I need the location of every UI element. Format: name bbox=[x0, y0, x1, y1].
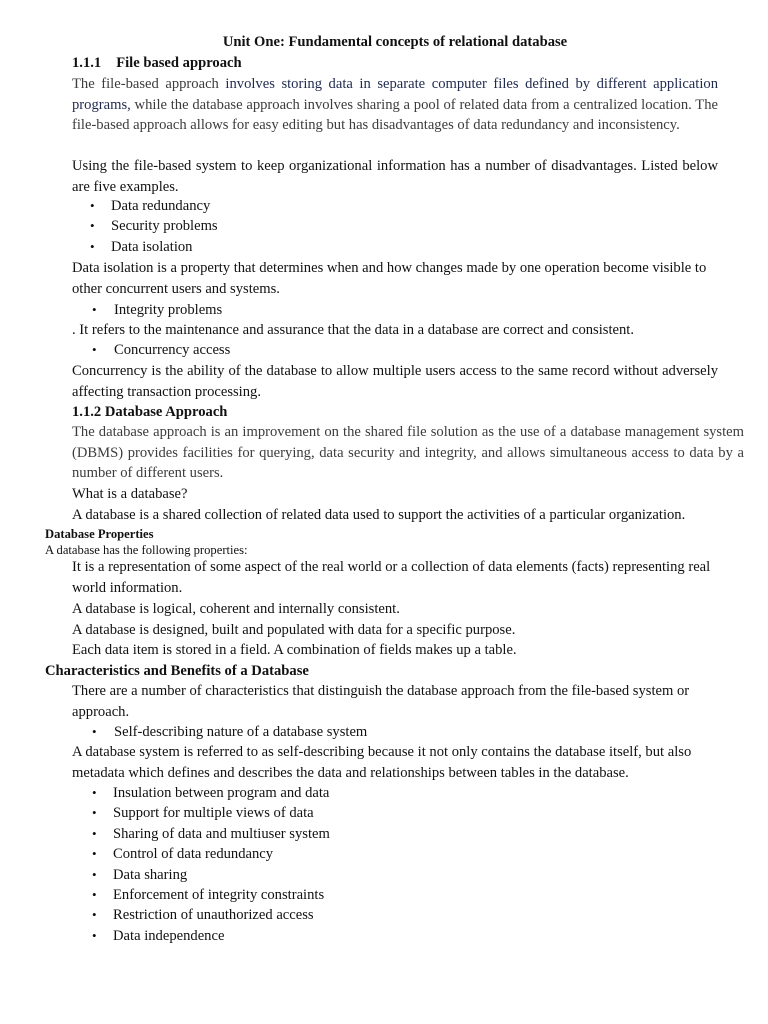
properties-intro: A database has the following properties: bbox=[45, 543, 248, 557]
list-item: • Data redundancy bbox=[90, 196, 690, 216]
heading-characteristics: Characteristics and Benefits of a Database bbox=[45, 663, 309, 679]
paragraph-file-based bbox=[72, 74, 718, 136]
paragraph-concurrency: Concurrency is the ability of the database to allow multiple users access to the same record without adversely affecting transaction processing. bbox=[72, 363, 718, 400]
list-item: • Control of data redundancy bbox=[92, 844, 692, 864]
section-number: 1.1.1 bbox=[72, 55, 102, 71]
heading-database-properties: Database Properties bbox=[45, 527, 154, 541]
paragraph-definition: A database is a shared collection of related data used to support the activities of a particular organization. bbox=[72, 507, 686, 523]
section-heading-1-1-2: 1.1.2 Database Approach bbox=[72, 404, 228, 420]
doc-title: Unit One: Fundamental concepts of relational database bbox=[222, 34, 568, 50]
list-item: • Concurrency access bbox=[92, 340, 230, 361]
bullet-icon: • bbox=[90, 218, 95, 234]
bullet-icon: • bbox=[92, 342, 97, 357]
list-item: • Enforcement of integrity constraints bbox=[92, 885, 692, 905]
paragraph-characteristics: There are a number of characteristics that distinguish the database approach from the file-based system or approach. bbox=[72, 683, 690, 720]
list-item: • Data isolation bbox=[90, 237, 690, 257]
text-run: The file-based approach bbox=[72, 76, 226, 92]
list-item: • Insulation between program and data bbox=[92, 783, 692, 803]
characteristics-list bbox=[92, 783, 692, 946]
bullet-icon: • bbox=[92, 907, 97, 923]
list-item: • Integrity problems bbox=[92, 300, 222, 321]
section-title: File based approach bbox=[116, 55, 242, 71]
text-run: while the database approach involves sharing a pool of related data from a centralized location. The file-based approach allows for easy editing but has disadvantages of data redundancy and inconsistency. bbox=[72, 96, 718, 134]
paragraph-integrity: . It refers to the maintenance and assurance that the data in a database are correct and consistent. bbox=[72, 322, 635, 338]
bullet-icon: • bbox=[92, 866, 97, 882]
question-what-is-database: What is a database? bbox=[72, 486, 188, 502]
list-item: • Data independence bbox=[92, 926, 692, 946]
bullet-icon: • bbox=[92, 927, 97, 943]
bullet-icon: • bbox=[92, 886, 97, 902]
bullet-icon: • bbox=[92, 785, 97, 800]
list-item: • Data sharing bbox=[92, 865, 692, 885]
property-item: It is a representation of some aspect of the real world or a collection of data elements (facts) representing real world information. bbox=[72, 559, 711, 596]
paragraph-disadvantages: Using the file-based system to keep organizational information has a number of disadvantages. Listed below are five examples. bbox=[72, 158, 718, 195]
paragraph-self-describing: A database system is referred to as self-describing because it not only contains the database itself, but also metadata which defines and describes the data and relationships between tables in the database. bbox=[72, 744, 692, 781]
list-item: • Sharing of data and multiuser system bbox=[92, 824, 692, 844]
list-item: • Support for multiple views of data bbox=[92, 803, 692, 823]
text-run-highlight: involves storing data in separate computer files defined by different application programs, bbox=[72, 76, 718, 113]
list-item: • Self-describing nature of a database system bbox=[92, 722, 367, 743]
bullet-icon: • bbox=[90, 238, 95, 254]
bullet-icon: • bbox=[92, 724, 97, 739]
bullet-icon: • bbox=[92, 302, 97, 317]
property-item: A database is logical, coherent and internally consistent. bbox=[72, 601, 400, 617]
bullet-icon: • bbox=[92, 846, 97, 862]
paragraph-database-approach: The database approach is an improvement on the shared file solution as the use of a database management system (DBMS) provides facilities for querying, data security and integrity, and allows simultaneous access to data by a number of different users. bbox=[72, 424, 744, 482]
list-item: • Restriction of unauthorized access bbox=[92, 905, 692, 925]
list-item: • Security problems bbox=[90, 216, 690, 236]
bullet-icon: • bbox=[90, 198, 95, 213]
paragraph-data-isolation: Data isolation is a property that determines when and how changes made by one operation become visible to other concurrent users and systems. bbox=[72, 260, 707, 297]
bullet-icon: • bbox=[92, 825, 97, 841]
property-item: Each data item is stored in a field. A combination of fields makes up a table. bbox=[72, 642, 517, 658]
disadvantages-list bbox=[90, 196, 690, 257]
property-item: A database is designed, built and populated with data for a specific purpose. bbox=[72, 622, 516, 638]
section-heading-1-1-1 bbox=[72, 53, 672, 74]
bullet-icon: • bbox=[92, 805, 97, 821]
